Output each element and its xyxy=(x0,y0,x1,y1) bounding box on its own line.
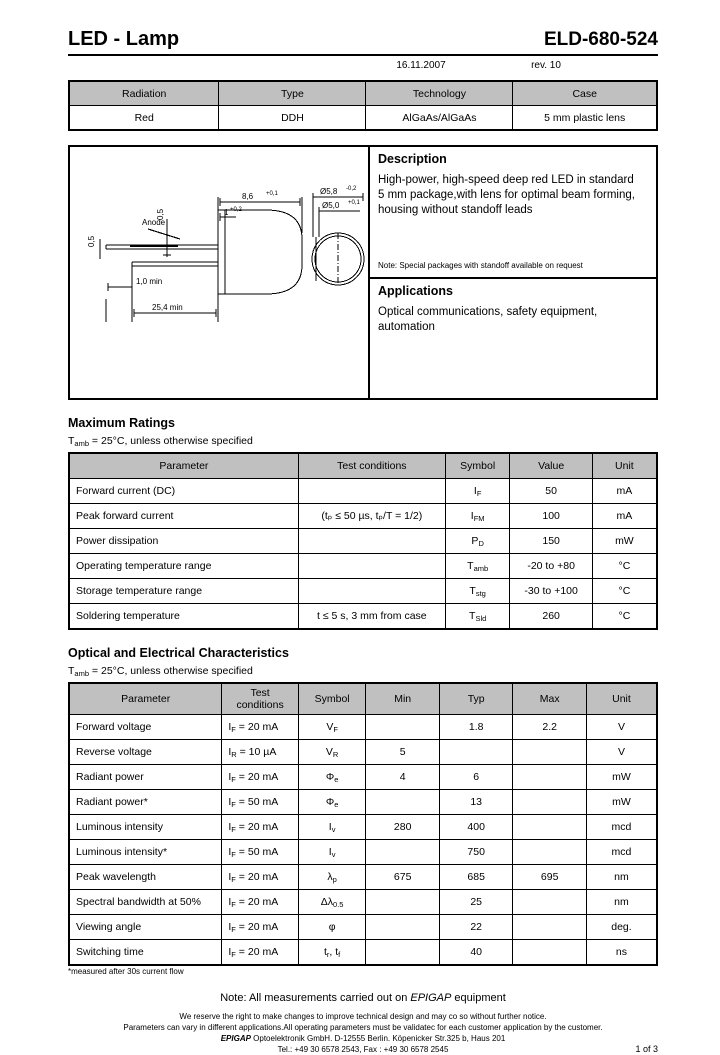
cell-parameter: Luminous intensity xyxy=(69,815,222,840)
cell-test xyxy=(298,579,445,604)
cell-unit: °C xyxy=(592,579,657,604)
optical-condition-rest: = 25°C, unless otherwise specified xyxy=(89,665,253,677)
description-line-1: High-power, high-speed deep red LED in standard xyxy=(378,174,634,186)
cell-value: -20 to +80 xyxy=(510,554,592,579)
cell-max: 2.2 xyxy=(513,715,587,740)
header-meta xyxy=(68,60,658,71)
cell-typ xyxy=(439,740,513,765)
max-ratings-condition xyxy=(68,435,658,447)
cell-min xyxy=(366,940,440,966)
cell-test: $I_F = 50$ mA xyxy=(222,790,298,815)
cell-max: 695 xyxy=(513,865,587,890)
col-min: Min xyxy=(366,683,440,715)
drawing-dim-diameter-inner: Ø5,0 xyxy=(322,201,340,210)
description-section xyxy=(370,147,656,279)
cell-min xyxy=(366,715,440,740)
part-number: ELD-680-524 xyxy=(543,29,658,50)
cell-parameter: Switching time xyxy=(69,940,222,966)
cell-test: $I_F = 20$ mA xyxy=(222,915,298,940)
value-case: 5 mm plastic lens xyxy=(513,106,657,131)
col-max: Max xyxy=(513,683,587,715)
col-symbol: Symbol xyxy=(298,683,366,715)
cell-test: $I_F = 20$ mA xyxy=(222,865,298,890)
cell-parameter: Reverse voltage xyxy=(69,740,222,765)
table-row xyxy=(69,890,657,915)
table-header-row xyxy=(69,453,657,479)
drawing-dim-diameter-outer-tol: -0,2 xyxy=(346,186,357,192)
cell-symbol: $I_v$ xyxy=(298,815,366,840)
document-revision: rev. 10 xyxy=(531,60,561,71)
page-number: 1 of 3 xyxy=(635,1044,658,1054)
cell-test: $I_F = 20$ mA xyxy=(222,765,298,790)
cell-unit: mA xyxy=(592,504,657,529)
company-address: Optoelektronik GmbH. D-12555 Berlin. Köpenicker Str.325 b, Haus 201 xyxy=(250,1034,506,1043)
cell-symbol: $I_{FM}$ xyxy=(445,504,510,529)
cell-test xyxy=(298,554,445,579)
col-typ: Typ xyxy=(439,683,513,715)
drawing-dim-diameter-outer: Ø5,8 xyxy=(320,187,338,196)
col-radiation: Radiation xyxy=(69,81,219,106)
page-title: LED - Lamp xyxy=(68,28,180,50)
cell-min: 5 xyxy=(366,740,440,765)
table-header-row xyxy=(69,81,657,106)
cell-symbol: $T_{Sld}$ xyxy=(445,604,510,630)
description-note: Note: Special packages with standoff available on request xyxy=(378,261,583,270)
description-panel xyxy=(370,147,656,398)
table-row xyxy=(69,579,657,604)
footer-contact: Tel.: +49 30 6578 2543, Fax : +49 30 6578 2545 xyxy=(277,1045,449,1054)
cell-unit: ns xyxy=(586,940,657,966)
cell-parameter: Forward voltage xyxy=(69,715,222,740)
cell-parameter: Peak forward current xyxy=(69,504,298,529)
cell-parameter: Soldering temperature xyxy=(69,604,298,630)
cell-max xyxy=(513,940,587,966)
cell-test: (tₚ ≤ 50 µs, tₚ/T = 1/2) xyxy=(298,504,445,529)
drawing-dim-body-length: 8,6 xyxy=(242,192,254,201)
cell-unit: mW xyxy=(586,790,657,815)
cell-symbol: $T_{stg}$ xyxy=(445,579,510,604)
company-name: EPIGAP xyxy=(220,1034,251,1043)
maximum-ratings-table xyxy=(68,452,658,630)
table-row xyxy=(69,790,657,815)
optical-condition-symbol: T xyxy=(68,665,75,677)
identification-table xyxy=(68,80,658,131)
cell-unit: nm xyxy=(586,890,657,915)
cell-parameter: Luminous intensity* xyxy=(69,840,222,865)
cell-min: 280 xyxy=(366,815,440,840)
cell-min xyxy=(366,890,440,915)
optical-characteristics-table xyxy=(68,682,658,966)
led-outline-drawing xyxy=(70,147,366,398)
applications-section xyxy=(370,279,656,398)
cell-max xyxy=(513,740,587,765)
cell-min xyxy=(366,915,440,940)
measurement-note-tail: equipment xyxy=(451,992,506,1004)
identification-table-body xyxy=(69,106,657,131)
cell-symbol: $I_v$ xyxy=(298,840,366,865)
table-row xyxy=(69,715,657,740)
col-case: Case xyxy=(513,81,657,106)
drawing-dim-lead-width: 0,5 xyxy=(87,235,96,247)
header-rule xyxy=(68,54,658,56)
table-row xyxy=(69,479,657,504)
table-row xyxy=(69,765,657,790)
cell-symbol: $\Delta\lambda_{0.5}$ xyxy=(298,890,366,915)
col-technology: Technology xyxy=(366,81,513,106)
cell-parameter: Viewing angle xyxy=(69,915,222,940)
table-row xyxy=(69,915,657,940)
col-unit: Unit xyxy=(586,683,657,715)
cell-symbol: $I_F$ xyxy=(445,479,510,504)
cell-test: $I_F = 20$ mA xyxy=(222,715,298,740)
table-row xyxy=(69,815,657,840)
package-drawing xyxy=(70,147,370,398)
applications-line-1: Optical communications, safety equipment, xyxy=(378,306,598,318)
cell-parameter: Forward current (DC) xyxy=(69,479,298,504)
drawing-dim-flange: 1 xyxy=(224,208,229,217)
cell-min xyxy=(366,790,440,815)
cell-unit: mA xyxy=(592,479,657,504)
max-ratings-condition-rest: = 25°C, unless otherwise specified xyxy=(89,435,253,447)
cell-value: -30 to +100 xyxy=(510,579,592,604)
measurement-note xyxy=(68,992,658,1004)
optical-title: Optical and Electrical Characteristics xyxy=(68,646,289,660)
footer-address-line xyxy=(68,1033,658,1044)
cell-unit: nm xyxy=(586,865,657,890)
drawing-dim-flange-tol: +0,2 xyxy=(230,207,242,213)
cell-parameter: Peak wavelength xyxy=(69,865,222,890)
measurement-note-text: Note: All measurements carried out on xyxy=(220,992,411,1004)
col-type: Type xyxy=(219,81,366,106)
document-date: 16.11.2007 xyxy=(396,60,446,71)
optical-condition-subscript: amb xyxy=(74,669,90,678)
drawing-dim-standoff: 1,0 min xyxy=(136,277,163,286)
table-row xyxy=(69,865,657,890)
cell-value: 50 xyxy=(510,479,592,504)
cell-typ: 685 xyxy=(439,865,513,890)
cell-min: 675 xyxy=(366,865,440,890)
table-row xyxy=(69,940,657,966)
cell-max xyxy=(513,790,587,815)
cell-test xyxy=(298,479,445,504)
cell-max xyxy=(513,765,587,790)
max-ratings-condition-subscript: amb xyxy=(74,439,90,448)
drawing-dim-diameter-inner-tol: +0,1 xyxy=(348,200,360,206)
value-technology: AlGaAs/AlGaAs xyxy=(366,106,513,131)
cell-parameter: Spectral bandwidth at 50% xyxy=(69,890,222,915)
cell-symbol: $T_{amb}$ xyxy=(445,554,510,579)
col-test-conditions: Test conditions xyxy=(298,453,445,479)
applications-heading: Applications xyxy=(378,284,454,298)
drawing-dim-lead-length: 25,4 min xyxy=(152,303,183,312)
cell-parameter: Power dissipation xyxy=(69,529,298,554)
table-row xyxy=(69,840,657,865)
cell-parameter: Storage temperature range xyxy=(69,579,298,604)
cell-test: $I_R = 10$ µA xyxy=(222,740,298,765)
col-test-conditions: Test conditions xyxy=(222,683,298,715)
identification-table-head xyxy=(69,81,657,106)
cell-unit: mcd xyxy=(586,840,657,865)
optical-footnote: *measured after 30s current flow xyxy=(68,967,184,976)
cell-test xyxy=(298,529,445,554)
value-type: DDH xyxy=(219,106,366,131)
optical-head xyxy=(69,683,657,715)
cell-symbol: $V_R$ xyxy=(298,740,366,765)
cell-typ: 25 xyxy=(439,890,513,915)
applications-text xyxy=(378,305,648,335)
cell-typ: 750 xyxy=(439,840,513,865)
table-row xyxy=(69,106,657,131)
table-row xyxy=(69,604,657,630)
cell-symbol: $\Phi_e$ xyxy=(298,765,366,790)
cell-symbol: $t_r$, $t_f$ xyxy=(298,940,366,966)
cell-symbol: $V_F$ xyxy=(298,715,366,740)
cell-max xyxy=(513,915,587,940)
table-row xyxy=(69,529,657,554)
cell-unit: mW xyxy=(592,529,657,554)
cell-max xyxy=(513,815,587,840)
description-text xyxy=(378,173,648,218)
cell-unit: °C xyxy=(592,604,657,630)
max-ratings-body xyxy=(69,479,657,630)
description-line-3: housing without standoff leads xyxy=(378,204,533,216)
col-unit: Unit xyxy=(592,453,657,479)
value-radiation: Red xyxy=(69,106,219,131)
cell-value: 150 xyxy=(510,529,592,554)
cell-symbol: $\Phi_e$ xyxy=(298,790,366,815)
measurement-note-brand: EPIGAP xyxy=(410,992,452,1004)
cell-typ: 40 xyxy=(439,940,513,966)
cell-test: $I_F = 20$ mA xyxy=(222,890,298,915)
cell-unit: deg. xyxy=(586,915,657,940)
optical-condition xyxy=(68,665,658,677)
cell-typ: 22 xyxy=(439,915,513,940)
cell-parameter: Operating temperature range xyxy=(69,554,298,579)
drawing-dim-body-length-tol: +0,1 xyxy=(266,191,278,197)
col-symbol: Symbol xyxy=(445,453,510,479)
cell-test: t ≤ 5 s, 3 mm from case xyxy=(298,604,445,630)
cell-test: $I_F = 50$ mA xyxy=(222,840,298,865)
cell-symbol: $\lambda_p$ xyxy=(298,865,366,890)
description-line-2: 5 mm package,with lens for optimal beam forming, xyxy=(378,189,635,201)
cell-typ: 6 xyxy=(439,765,513,790)
max-ratings-head xyxy=(69,453,657,479)
cell-value: 100 xyxy=(510,504,592,529)
col-parameter: Parameter xyxy=(69,453,298,479)
cell-min: 4 xyxy=(366,765,440,790)
footer-disclaimer-1: We reserve the right to make changes to improve technical design and may co so without further notice. xyxy=(179,1012,547,1021)
page-footer xyxy=(68,1011,658,1055)
cell-unit: V xyxy=(586,715,657,740)
cell-symbol: $P_D$ xyxy=(445,529,510,554)
table-header-row xyxy=(69,683,657,715)
footer-disclaimer-2: Parameters can vary in different applications.All operating parameters must be validatec for each customer application by the customer. xyxy=(123,1023,603,1032)
cell-symbol: φ xyxy=(298,915,366,940)
cell-typ: 1.8 xyxy=(439,715,513,740)
col-value: Value xyxy=(510,453,592,479)
optical-body xyxy=(69,715,657,966)
cell-value: 260 xyxy=(510,604,592,630)
col-parameter: Parameter xyxy=(69,683,222,715)
description-heading: Description xyxy=(378,152,447,166)
drawing-description-block xyxy=(68,145,658,400)
max-ratings-condition-symbol: T xyxy=(68,435,75,447)
drawing-dim-lead-pitch: 0,5 xyxy=(156,208,165,220)
cell-unit: mcd xyxy=(586,815,657,840)
cell-unit: °C xyxy=(592,554,657,579)
cell-test: $I_F = 20$ mA xyxy=(222,940,298,966)
table-row xyxy=(69,554,657,579)
page-header xyxy=(68,28,658,53)
cell-unit: V xyxy=(586,740,657,765)
table-row xyxy=(69,504,657,529)
cell-unit: mW xyxy=(586,765,657,790)
cell-parameter: Radiant power xyxy=(69,765,222,790)
table-row xyxy=(69,740,657,765)
cell-parameter: Radiant power* xyxy=(69,790,222,815)
drawing-label-anode: Anode xyxy=(142,218,166,227)
cell-max xyxy=(513,890,587,915)
cell-test: $I_F = 20$ mA xyxy=(222,815,298,840)
max-ratings-title: Maximum Ratings xyxy=(68,416,175,430)
cell-max xyxy=(513,840,587,865)
cell-typ: 400 xyxy=(439,815,513,840)
applications-line-2: automation xyxy=(378,321,435,333)
cell-typ: 13 xyxy=(439,790,513,815)
cell-min xyxy=(366,840,440,865)
